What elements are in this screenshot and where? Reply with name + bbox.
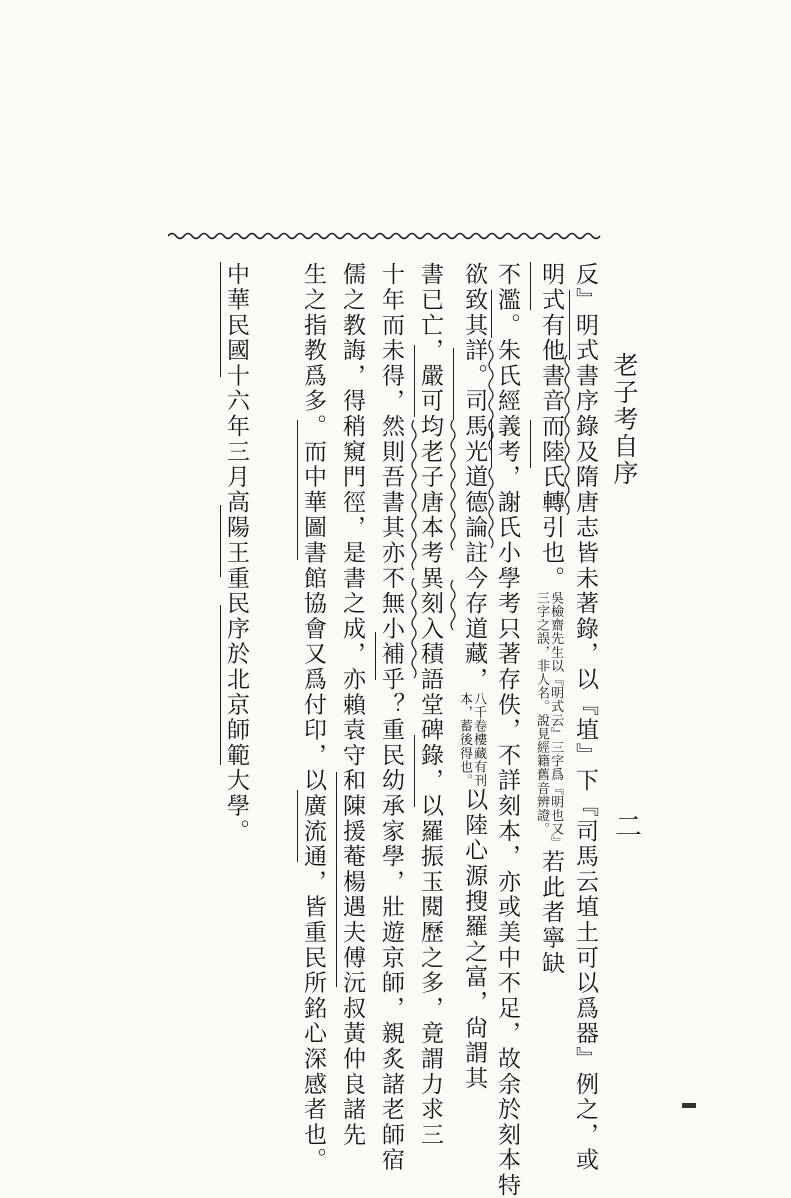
text-column-8: 生之指教爲多。而中華圖書館協會又爲付印，以廣流通，皆重民所銘心深感者也。 bbox=[300, 262, 326, 1173]
book-title-wave-mark bbox=[410, 420, 418, 570]
book-title-wave-mark bbox=[449, 420, 457, 550]
name-mark-line bbox=[491, 290, 492, 338]
running-header-title: 老子考自序 bbox=[610, 352, 639, 487]
name-mark-line bbox=[375, 632, 376, 680]
text-column-2-main: 明式有他書音而陸氏轉引也。 bbox=[538, 262, 565, 591]
scan-speck bbox=[682, 1103, 696, 1108]
name-mark-line bbox=[530, 420, 531, 468]
name-mark-line bbox=[297, 420, 298, 560]
text-column-1: 反』明式書序錄及隋唐志皆未著錄，以『埴』下『司馬云埴土可以爲器』例之，或 bbox=[572, 262, 598, 1173]
name-mark-line bbox=[220, 605, 221, 765]
name-mark-line bbox=[220, 505, 221, 577]
inline-annotation-2: 八千卷樓藏有刊 本，蓄後得也。 bbox=[457, 692, 487, 788]
name-mark-line bbox=[220, 262, 221, 377]
text-column-2-tail: 若此者寧缺 bbox=[538, 849, 565, 976]
book-title-wave-mark bbox=[410, 578, 418, 683]
name-mark-line bbox=[530, 262, 531, 310]
book-title-wave-mark bbox=[487, 340, 495, 450]
name-mark-line bbox=[453, 348, 454, 420]
text-column-6: 十年而未得，然則吾書其亦不無小補乎？重民幼承家學，壯遊京師，親炙諸老師宿 bbox=[378, 262, 404, 1173]
name-mark-line bbox=[414, 735, 415, 807]
name-mark-line bbox=[569, 290, 570, 360]
name-mark-line bbox=[297, 790, 298, 862]
inline-annotation-1: 吳檢齋先生以『明式云』三字爲『明也又』 三字之誤，非人名。說見經籍舊音辨證。 bbox=[534, 590, 564, 850]
book-title-wave-mark bbox=[487, 468, 495, 548]
name-mark-line bbox=[336, 772, 337, 987]
book-title-wave-mark bbox=[563, 355, 571, 515]
text-column-5: 書已亡，嚴可均老子唐本考異刻入積語堂碑錄，以羅振玉閱歷之多，竟謂力求三 bbox=[417, 262, 443, 1148]
text-column-4-main: 欲致其詳。司馬光道德論註今存道藏， bbox=[461, 262, 488, 693]
text-column-4-tail: 以陸心源搜羅之富，尙謂其 bbox=[461, 787, 488, 1091]
text-column-2 bbox=[534, 262, 565, 1112]
text-column-4 bbox=[457, 262, 488, 1112]
signature-column: 中華民國十六年三月高陽王重民序於北京師範大學。 bbox=[223, 262, 249, 844]
page-number: 二 bbox=[610, 812, 641, 839]
name-mark-line bbox=[414, 345, 415, 417]
wavy-top-rule bbox=[168, 229, 603, 243]
book-title-wave-mark bbox=[449, 580, 457, 630]
text-column-7: 儒之教誨，得稍窺門徑，是書之成，亦賴袁守和陳援菴楊遇夫傅沅叔黃仲良諸先 bbox=[339, 262, 365, 1148]
text-column-3: 不濫。朱氏經義考，謝氏小學考只著存佚，不詳刻本，亦或美中不足，故余於刻本特 bbox=[494, 262, 520, 1198]
